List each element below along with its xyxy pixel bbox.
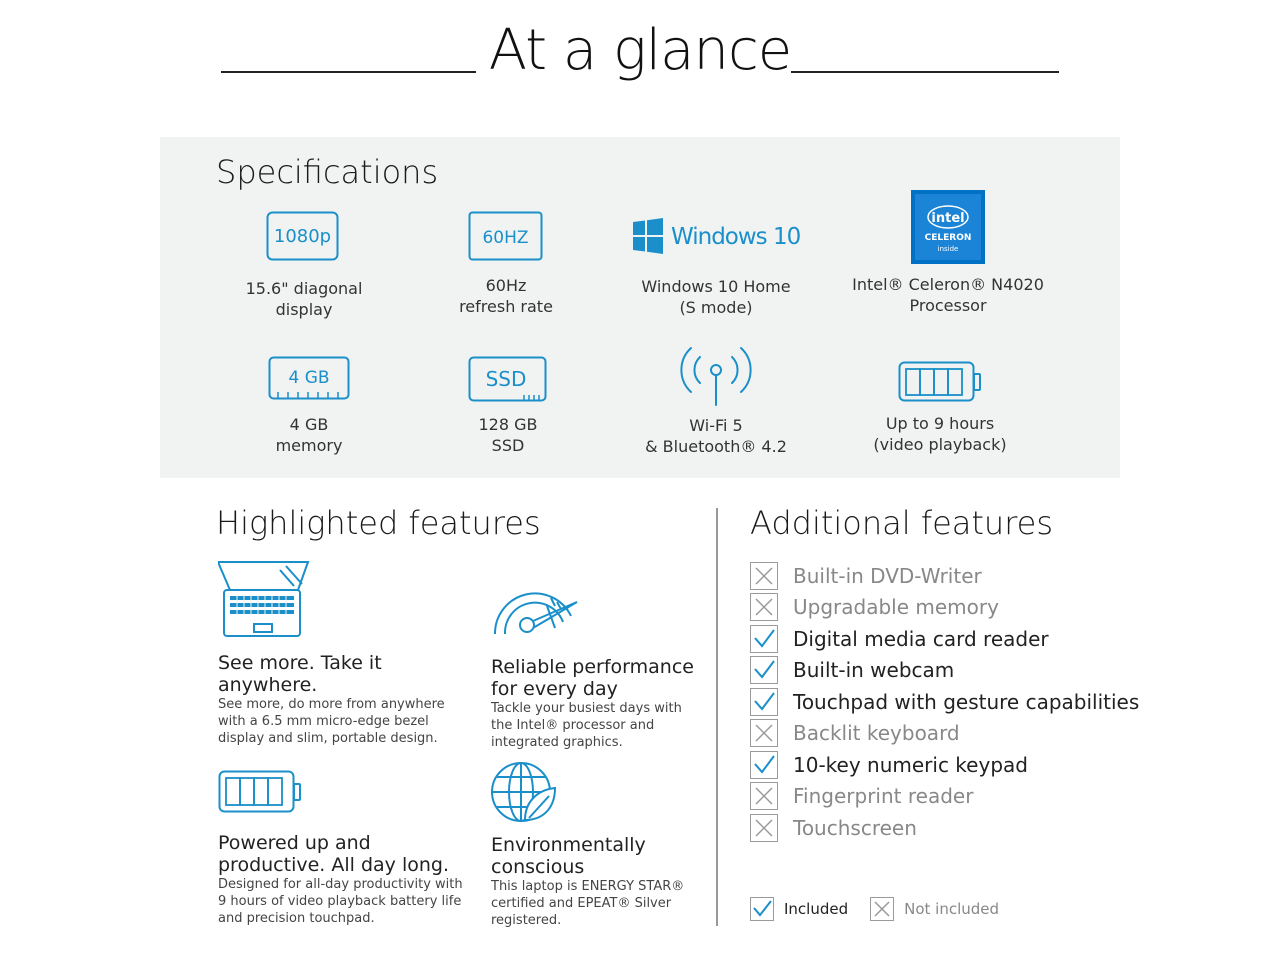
spec-label-line2: (S mode) (679, 298, 753, 317)
spec-label-line2: Processor (909, 296, 987, 315)
additional-feature-label: Touchscreen (793, 815, 917, 840)
additional-feature-label: Upgradable memory (793, 595, 999, 620)
spec-label-line1: 4 GB (289, 415, 329, 434)
check-icon (750, 688, 778, 716)
feature-title-line1: Environmentally (491, 834, 646, 856)
svg-text:Windows 10: Windows 10 (671, 224, 801, 250)
intel-celeron-badge-icon (911, 190, 985, 264)
feature-desc-line: registered. (491, 913, 562, 928)
spec-label-line1: 128 GB (478, 415, 538, 434)
cross-icon (750, 814, 778, 842)
highlighted-features-title: Highlighted features (216, 504, 541, 542)
speedometer-icon (491, 578, 581, 640)
additional-features-title: Additional features (750, 504, 1054, 542)
svg-text:inside: inside (937, 245, 959, 253)
feature-desc-line: 9 hours of video playback battery life (218, 894, 462, 909)
additional-feature-item (750, 655, 1139, 687)
additional-feature-item (750, 592, 1139, 624)
wifi-antenna-icon (678, 343, 754, 407)
additional-feature-label: Built-in webcam (793, 658, 955, 683)
spec-label-line2: SSD (491, 436, 525, 455)
spec-processor (838, 190, 1058, 316)
additional-feature-label: Backlit keyboard (793, 721, 960, 746)
svg-text:SSD: SSD (485, 367, 527, 391)
specifications-title: Specifications (216, 153, 439, 191)
additional-feature-item (750, 623, 1139, 655)
spec-label-line1: Up to 9 hours (885, 414, 995, 433)
spec-label-line1: Wi-Fi 5 (689, 416, 743, 435)
feature-environmentally-conscious (491, 760, 741, 929)
svg-text:CELERON: CELERON (924, 233, 972, 243)
battery-icon (898, 361, 982, 403)
svg-text:60HZ: 60HZ (482, 228, 529, 248)
legend-not-included-label: Not included (904, 900, 1000, 918)
feature-title-line2: for every day (491, 678, 618, 700)
cross-icon (870, 897, 894, 921)
feature-desc-line: with a 6.5 mm micro-edge bezel (218, 714, 429, 729)
feature-see-more (218, 560, 468, 747)
additional-feature-item (750, 560, 1139, 592)
feature-powered-up (218, 770, 468, 927)
feature-title-line1: See more. Take it (218, 652, 382, 674)
display-1080p-icon (266, 211, 342, 263)
feature-reliable-performance (491, 578, 741, 751)
feature-desc-line: certified and EPEAT® Silver (491, 896, 672, 911)
spec-os (606, 217, 826, 318)
spec-label-line1: 60Hz (485, 276, 527, 295)
check-icon (750, 625, 778, 653)
check-icon (750, 656, 778, 684)
feature-title-line2: productive. All day long. (218, 854, 449, 876)
additional-feature-item (750, 781, 1139, 813)
feature-title-line2: conscious (491, 856, 585, 878)
spec-memory (199, 356, 419, 456)
check-icon (750, 751, 778, 779)
memory-icon (268, 356, 350, 402)
feature-desc-line: and precision touchpad. (218, 911, 375, 926)
spec-display (194, 211, 414, 320)
legend (750, 897, 1021, 921)
svg-text:4 GB: 4 GB (288, 368, 330, 388)
spec-label-line2: refresh rate (459, 297, 553, 316)
spec-label-line1: Intel® Celeron® N4020 (852, 275, 1044, 294)
cross-icon (750, 719, 778, 747)
additional-feature-item (750, 718, 1139, 750)
additional-feature-label: Built-in DVD-Writer (793, 563, 982, 588)
section-divider (716, 508, 718, 926)
feature-title-line1: Powered up and (218, 832, 371, 854)
additional-feature-item (750, 686, 1139, 718)
additional-feature-label: Digital media card reader (793, 626, 1049, 651)
feature-title-line2: anywhere. (218, 674, 318, 696)
cross-icon (750, 782, 778, 810)
additional-feature-label: Touchpad with gesture capabilities (793, 689, 1140, 714)
feature-desc-line: display and slim, portable design. (218, 731, 438, 746)
globe-leaf-icon (491, 760, 557, 824)
svg-text:intel: intel (931, 211, 965, 226)
additional-feature-label: 10-key numeric keypad (793, 752, 1028, 777)
spec-label-line1: 15.6" diagonal (245, 279, 363, 298)
cross-icon (750, 562, 778, 590)
page-header (0, 18, 1280, 88)
additional-feature-item (750, 749, 1139, 781)
cross-icon (750, 593, 778, 621)
feature-desc-line: integrated graphics. (491, 735, 623, 750)
spec-label-line2: (video playback) (873, 435, 1007, 454)
battery-icon (218, 770, 302, 816)
feature-desc-line: See more, do more from anywhere (218, 697, 445, 712)
laptop-icon (218, 560, 314, 640)
page-title: At a glance (488, 18, 792, 83)
spec-label-line2: display (275, 300, 333, 319)
svg-text:1080p: 1080p (273, 226, 332, 247)
spec-wireless (606, 343, 826, 457)
feature-desc-line: the Intel® processor and (491, 718, 655, 733)
additional-feature-item (750, 812, 1139, 844)
spec-battery (830, 361, 1050, 455)
feature-desc-line: This laptop is ENERGY STAR® (491, 879, 685, 894)
feature-desc-line: Designed for all-day productivity with (218, 877, 463, 892)
additional-feature-label: Fingerprint reader (793, 784, 974, 809)
spec-label-line2: memory (275, 436, 343, 455)
ssd-icon (468, 356, 548, 402)
feature-title-line1: Reliable performance (491, 656, 694, 678)
additional-features-list (750, 560, 1139, 844)
spec-storage (398, 356, 618, 456)
legend-included-label: Included (784, 900, 849, 918)
specifications-panel (160, 137, 1120, 478)
spec-label-line1: Windows 10 Home (641, 277, 791, 296)
feature-desc-line: Tackle your busiest days with (491, 701, 682, 716)
header-rule-right (791, 71, 1059, 73)
windows-logo-icon (631, 217, 801, 257)
spec-refresh-rate (396, 211, 616, 317)
refresh-60hz-icon (468, 211, 544, 263)
spec-label-line2: & Bluetooth® 4.2 (645, 437, 787, 456)
check-icon (750, 897, 774, 921)
